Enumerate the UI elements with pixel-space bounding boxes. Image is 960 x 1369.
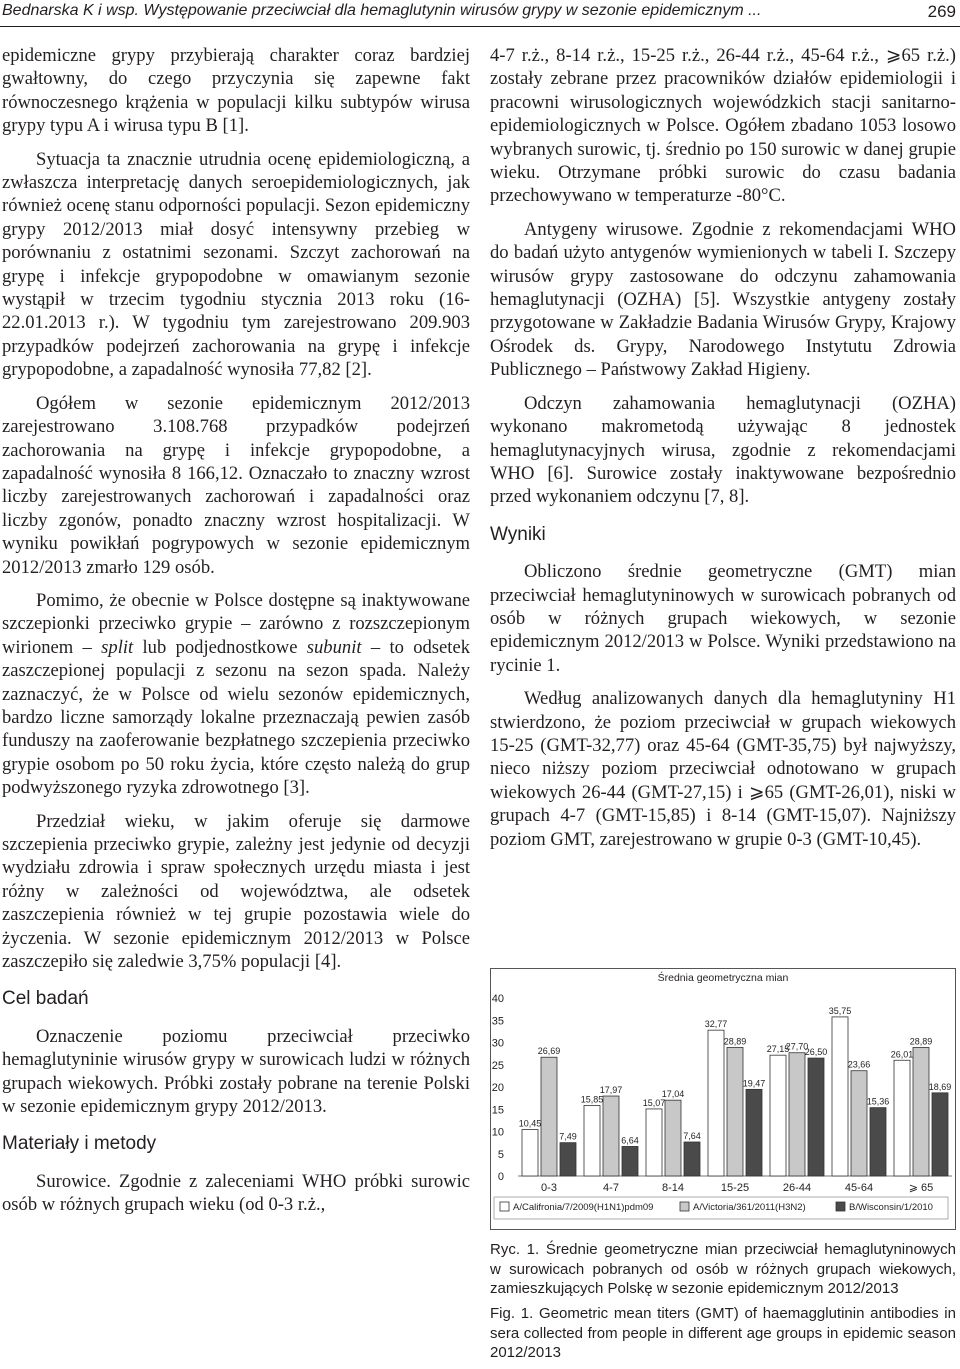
- paragraph: Antygeny wirusowe. Zgodnie z rekomendacjami WHO do badań użyto antygenów wymienionych w tabeli I. Szczepy wirusów grypy zastosowane do odczynu zahamowania hemaglutynacji (OZHA) [5]. Wszystkie antygeny zostały przygotowane w Zakładzie Badania Wirusów Grypy, Krajowy Ośrodek ds. Grypy, Narodowego Instytutu Zdrowia Publicznego – Państwowy Zakład Higieny.: [490, 218, 956, 381]
- paragraph: [2, 589, 470, 800]
- paragraph: Przedział wieku, w jakim oferuje się darmowe szczepienia przeciwko grypie, zależny jest jedynie od decyzji wydziału zdrowia i spraw społecznych urzędu miasta i jest różny w zależności od województwa, ale odsetek zaszczepienia również w tej grupie pozostawia wiele do życzenia. W sezonie epidemicznym 2012/2013 w Polsce zaszczepiło się zaledwie 3,75% populacji [4].: [2, 810, 470, 973]
- data-label: 19,47: [742, 1078, 766, 1089]
- y-tick-label: 5: [497, 1148, 504, 1161]
- right-column: [490, 44, 956, 861]
- bar: [684, 1142, 700, 1176]
- x-tick-label: 0-3: [541, 1182, 557, 1194]
- bar: [665, 1100, 681, 1176]
- bar: [851, 1071, 867, 1176]
- legend-swatch: [836, 1202, 845, 1211]
- data-label: 7,64: [683, 1131, 701, 1142]
- paragraph: Sytuacja ta znacznie utrudnia ocenę epidemiologiczną, a zwłaszcza interpretację danych seroepidemiologicznych, jak również ocenę stanu odporności populacji. Sezon epidemiczny grypy 2012/2013 miał dosyć intensywny przebieg w porównaniu z ostatnimi sezonami. Szczyt zachorowań na grypę i infekcje grypopodobne w omawianym sezonie wystąpił w trzecim tygodniu stycznia 2013 roku (16-22.01.2013 r.). W tygodniu tym zarejestrowano 209.903 przypadków podejrzeń zachorowania na grypę i infekcje grypopodobne, a zapadalność wynosiła 77,82 [2].: [2, 148, 470, 381]
- italic-term-split: split: [101, 636, 134, 658]
- data-label: 17,97: [599, 1085, 623, 1096]
- paragraph: 4-7 r.ż., 8-14 r.ż., 15-25 r.ż., 26-44 r.ż., 45-64 r.ż., ⩾65 r.ż.) zostały zebrane przez pracowników działów epidemiologii i pracowni wirusologicznych wojewódzkich stacji sanitarno-epidemiologicznych w Polsce. Ogółem zbadano 1053 losowo wybranych surowic, tj. średnio po 150 surowic w danej grupie wieku. Otrzymane próbki surowic do czasu badania przechowywano w temperaturze -80°C.: [490, 45, 956, 207]
- y-tick-label: 25: [491, 1059, 504, 1072]
- figure-chart: [490, 968, 956, 1230]
- bar: [522, 1129, 538, 1176]
- y-tick-label: 30: [491, 1037, 504, 1050]
- italic-term-subunit: subunit: [306, 636, 362, 658]
- chart-title: Średnia geometryczna mian: [657, 972, 789, 984]
- data-label: 35,75: [828, 1005, 852, 1016]
- x-tick-label: 45-64: [844, 1182, 874, 1194]
- paragraph: epidemiczne grypy przybierają charakter coraz bardziej gwałtowny, do czego przyczynia się zapewne fakt równoczesnego krążenia w populacji kilku subtypów wirusa grypy typu A i wirusa typu B [1].: [2, 45, 470, 137]
- paragraph-text: Pomimo, że obecnie w Polsce dostępne są inaktywowane szczepionki przeciwko grypie – zarówno z rozszczepionym wirionem –: [2, 589, 470, 658]
- paragraph: Ogółem w sezonie epidemicznym 2012/2013 zarejestrowano 3.108.768 przypadków podejrzeń zachorowania na grypę i infekcje grypopodobne, a zapadalność wynosiła 8 166,12. Oznaczało to znaczny wzrost liczby zarejestrowanych zachorowań i zapadalności oraz liczby zgonów, ponadto znaczny wzrost hospitalizacji. W wyniku powikłań pogrypowych w sezonie epidemicznym 2012/2013 zmarło 129 osób.: [2, 392, 470, 578]
- data-label: 27,70: [785, 1041, 809, 1052]
- running-head: Bednarska K i wsp. Występowanie przeciwciał dla hemaglutynin wirusów grypy w sezonie epidemicznym ...: [2, 2, 762, 19]
- paragraph: Według analizowanych danych dla hemaglutyniny H1 stwierdzono, że poziom przeciwciał w grupach wiekowych 15-25 (GMT-32,77) oraz 45-64 (GMT-35,75) był najwyższy, nieco niższy poziom przeciwciał odnotowano w grupach wiekowych 26-44 (GMT-27,15) i ⩾65 (GMT-26,01), niski w grupach 4-7 (GMT-15,85) i 8-14 (GMT-15,07). Najniższy poziom GMT, zarejestrowano w grupie 0-3 (GMT-10,45).: [490, 688, 956, 850]
- y-tick-label: 15: [491, 1104, 504, 1117]
- section-heading-cel: Cel badań: [2, 988, 89, 1010]
- data-label: 18,69: [928, 1081, 952, 1092]
- bar: [584, 1105, 600, 1176]
- paragraph: Odczyn zahamowania hemaglutynacji (OZHA) wykonano makrometodą używając 8 jednostek hemaglutynacyjnych wirusa, zgodnie z rekomendacjami WHO [6]. Surowice zostały inaktywowane bezpośrednio przed wykonaniem odczynu [7, 8].: [490, 392, 956, 508]
- paragraph: Surowice. Zgodnie z zaleceniami WHO próbki surowic osób w różnych grupach wieku (od 0-3 r.ż.,: [2, 1170, 470, 1216]
- bar: [832, 1017, 848, 1176]
- data-label: 23,66: [847, 1059, 871, 1070]
- data-label: 7,49: [559, 1131, 577, 1142]
- data-label: 15,85: [580, 1094, 604, 1105]
- running-header: [0, 0, 960, 27]
- bar-chart: [490, 968, 956, 1230]
- y-tick-label: 10: [491, 1126, 504, 1139]
- bar: [603, 1096, 619, 1176]
- bar: [870, 1108, 886, 1176]
- bar: [932, 1093, 948, 1176]
- paragraph: Obliczono średnie geometryczne (GMT) mian przeciwciał hemaglutyninowych w surowicach pobranych od osób w różnych grupach wiekowych, w sezonie epidemicznym 2012/2013 w Polsce. Wyniki przedstawiono na rycinie 1.: [490, 561, 956, 676]
- legend-entry: A/Victoria/361/2011(H3N2): [693, 1202, 806, 1213]
- x-tick-label: 15-25: [720, 1182, 750, 1194]
- bar: [622, 1146, 638, 1176]
- x-tick-label: 26-44: [782, 1182, 812, 1194]
- bar: [894, 1060, 910, 1176]
- paragraph: Oznaczenie poziomu przeciwciał przeciwko hemaglutyninie wirusów grypy w surowicach ludzi w różnych grupach wiekowych. Próbki zostały pobrane na terenie Polski w sezonie epidemicznym grypy 2012/2013.: [2, 1025, 470, 1118]
- y-tick-label: 20: [491, 1082, 504, 1094]
- y-tick-label: 40: [491, 993, 504, 1005]
- data-label: 32,77: [704, 1019, 728, 1030]
- bar: [708, 1030, 724, 1176]
- bar: [560, 1143, 576, 1176]
- left-column: [2, 44, 470, 1227]
- data-label: 15,07: [642, 1097, 666, 1108]
- y-tick-label: 35: [491, 1015, 504, 1028]
- data-label: 26,69: [537, 1046, 561, 1057]
- section-heading-materialy: Materiały i metody: [2, 1133, 157, 1155]
- data-label: 28,89: [723, 1036, 747, 1047]
- data-label: 26,01: [890, 1049, 914, 1060]
- bar: [646, 1109, 662, 1176]
- data-label: 26,50: [804, 1047, 828, 1058]
- legend-entry: A/Califronia/7/2009(H1N1)pdm09: [513, 1202, 654, 1213]
- section-heading-wyniki: Wyniki: [490, 523, 546, 545]
- bar: [727, 1047, 743, 1176]
- data-label: 28,89: [909, 1036, 933, 1047]
- legend-entry: B/Wisconsin/1/2010: [849, 1202, 933, 1213]
- bar: [808, 1058, 824, 1176]
- data-label: 10,45: [518, 1118, 542, 1129]
- paragraph-text: lub podjednostkowe: [142, 636, 298, 658]
- bar: [913, 1047, 929, 1176]
- bar: [746, 1089, 762, 1176]
- y-tick-label: 0: [497, 1171, 504, 1183]
- data-label: 15,36: [866, 1096, 890, 1107]
- paragraph-text: – to odsetek zaszczepionej populacji z sezonu na sezon spada. Należy zaznaczyć, że w Polsce od wielu sezonów epidemicznych, bardzo liczne samorządy lokalne przeznaczają pewien zasób funduszy na zaoferowanie bezpłatnego szczepienia przeciwko grypie osobom po 50 roku życia, które często należą do grup podwyższonego ryzyka zdrowotnego [3].: [2, 636, 470, 799]
- data-label: 27,15: [766, 1044, 790, 1055]
- data-label: 6,64: [621, 1135, 639, 1146]
- legend-swatch: [680, 1202, 689, 1211]
- page-number: 269: [927, 2, 956, 21]
- bar: [770, 1055, 786, 1176]
- figure-caption-en: Fig. 1. Geometric mean titers (GMT) of haemagglutinin antibodies in sera collected from people in different age groups in epidemic season 2012/2013: [490, 1305, 956, 1361]
- x-tick-label: ⩾ 65: [908, 1182, 934, 1194]
- x-tick-label: 8-14: [661, 1182, 685, 1194]
- x-tick-label: 4-7: [603, 1182, 619, 1194]
- bar: [541, 1057, 557, 1176]
- bar: [789, 1053, 805, 1176]
- data-label: 17,04: [661, 1089, 685, 1100]
- legend-swatch: [500, 1202, 509, 1211]
- figure-caption-pl: Ryc. 1. Średnie geometryczne mian przeciwciał hemaglutyninowych w surowicach pobranych od osób w różnych grupach wiekowych, zamieszkujących Polskę w sezonie epidemicznym 2012/2013: [490, 1241, 956, 1297]
